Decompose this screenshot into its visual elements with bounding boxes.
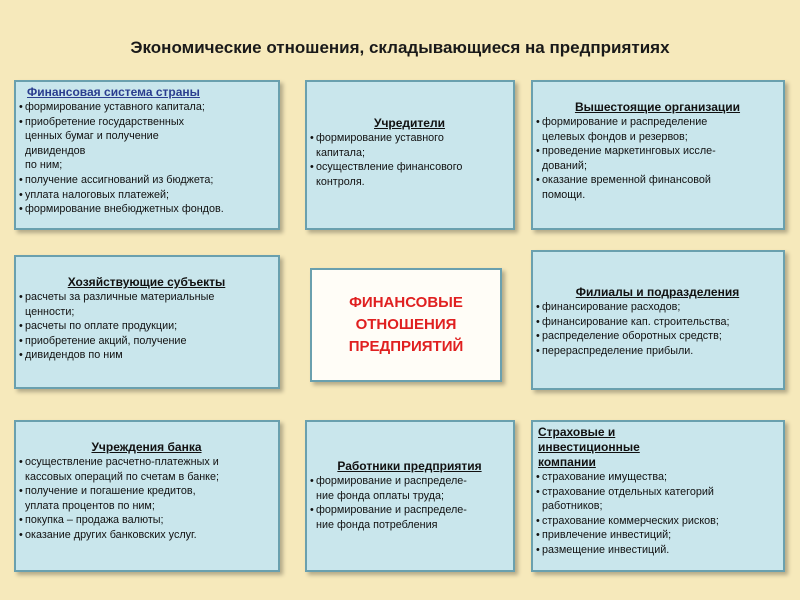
list-item: • распределение оборотных средств; bbox=[536, 329, 779, 344]
list-item: • приобретение государственных ценных бумаг и получение дивидендов по ним; bbox=[19, 115, 274, 173]
list-item: • страхование отдельных категорий работников; bbox=[536, 485, 779, 514]
list-item: • дивидендов по ним bbox=[19, 348, 274, 363]
box-list bbox=[19, 290, 274, 363]
list-item: • оказание временной финансовой помощи. bbox=[536, 173, 779, 202]
list-item: • перераспределение прибыли. bbox=[536, 344, 779, 359]
box-list bbox=[310, 131, 509, 189]
center-financial-relations: ФИНАНСОВЫЕ ОТНОШЕНИЯ ПРЕДПРИЯТИЙ bbox=[310, 268, 502, 382]
list-item: • привлечение инвестиций; bbox=[536, 528, 779, 543]
list-item: • осуществление расчетно-платежных и кассовых операций по счетам в банке; bbox=[19, 455, 274, 484]
box-business-entities bbox=[14, 255, 280, 389]
list-item: • финансирование расходов; bbox=[536, 300, 779, 315]
box-list bbox=[536, 115, 779, 203]
box-heading: Учредители bbox=[374, 116, 445, 130]
box-financial-system bbox=[14, 80, 280, 230]
box-insurance-investment bbox=[531, 420, 785, 572]
list-item: • формирование внебюджетных фондов. bbox=[19, 202, 274, 217]
list-item: • осуществление финансового контроля. bbox=[310, 160, 509, 189]
list-item: • формирование и распределение целевых фондов и резервов; bbox=[536, 115, 779, 144]
list-item: • уплата налоговых платежей; bbox=[19, 188, 274, 203]
box-founders bbox=[305, 80, 515, 230]
box-list bbox=[536, 300, 779, 358]
list-item: • получение ассигнований из бюджета; bbox=[19, 173, 274, 188]
list-item: • размещение инвестиций. bbox=[536, 543, 779, 558]
box-workers bbox=[305, 420, 515, 572]
page-title: Экономические отношения, складывающиеся на предприятиях bbox=[130, 38, 670, 57]
box-list bbox=[536, 470, 779, 558]
box-branches bbox=[531, 250, 785, 390]
box-heading: Вышестоящие организации bbox=[574, 100, 741, 114]
list-item: • формирование уставного капитала; bbox=[19, 100, 274, 115]
box-higher-organizations bbox=[531, 80, 785, 230]
list-item: • приобретение акций, получение bbox=[19, 334, 274, 349]
box-list bbox=[310, 474, 509, 532]
list-item: • покупка – продажа валюты; bbox=[19, 513, 274, 528]
list-item: • расчеты по оплате продукции; bbox=[19, 319, 274, 334]
list-item: • проведение маркетинговых иссле- дований; bbox=[536, 144, 779, 173]
box-heading: Работники предприятия bbox=[337, 459, 482, 473]
box-heading: Учреждения банка bbox=[91, 440, 202, 454]
box-heading: Филиалы и подразделения bbox=[575, 285, 740, 299]
box-heading: Хозяйствующие субъекты bbox=[67, 275, 226, 289]
list-item: • финансирование кап. строительства; bbox=[536, 315, 779, 330]
list-item: • формирование и распределе- ние фонда оплаты труда; bbox=[310, 474, 509, 503]
list-item: • расчеты за различные материальные ценности; bbox=[19, 290, 274, 319]
list-item: • формирование и распределе- ние фонда потребления bbox=[310, 503, 509, 532]
list-item: • страхование коммерческих рисков; bbox=[536, 514, 779, 529]
box-heading: Финансовая система страны bbox=[27, 85, 200, 99]
list-item: • страхование имущества; bbox=[536, 470, 779, 485]
list-item: • формирование уставного капитала; bbox=[310, 131, 509, 160]
box-heading: Страховые и инвестиционные компании bbox=[538, 425, 640, 469]
list-item: • оказание других банковских услуг. bbox=[19, 528, 274, 543]
box-list bbox=[19, 455, 274, 543]
box-bank-institutions bbox=[14, 420, 280, 572]
box-list bbox=[19, 100, 274, 217]
list-item: • получение и погашение кредитов, уплата процентов по ним; bbox=[19, 484, 274, 513]
